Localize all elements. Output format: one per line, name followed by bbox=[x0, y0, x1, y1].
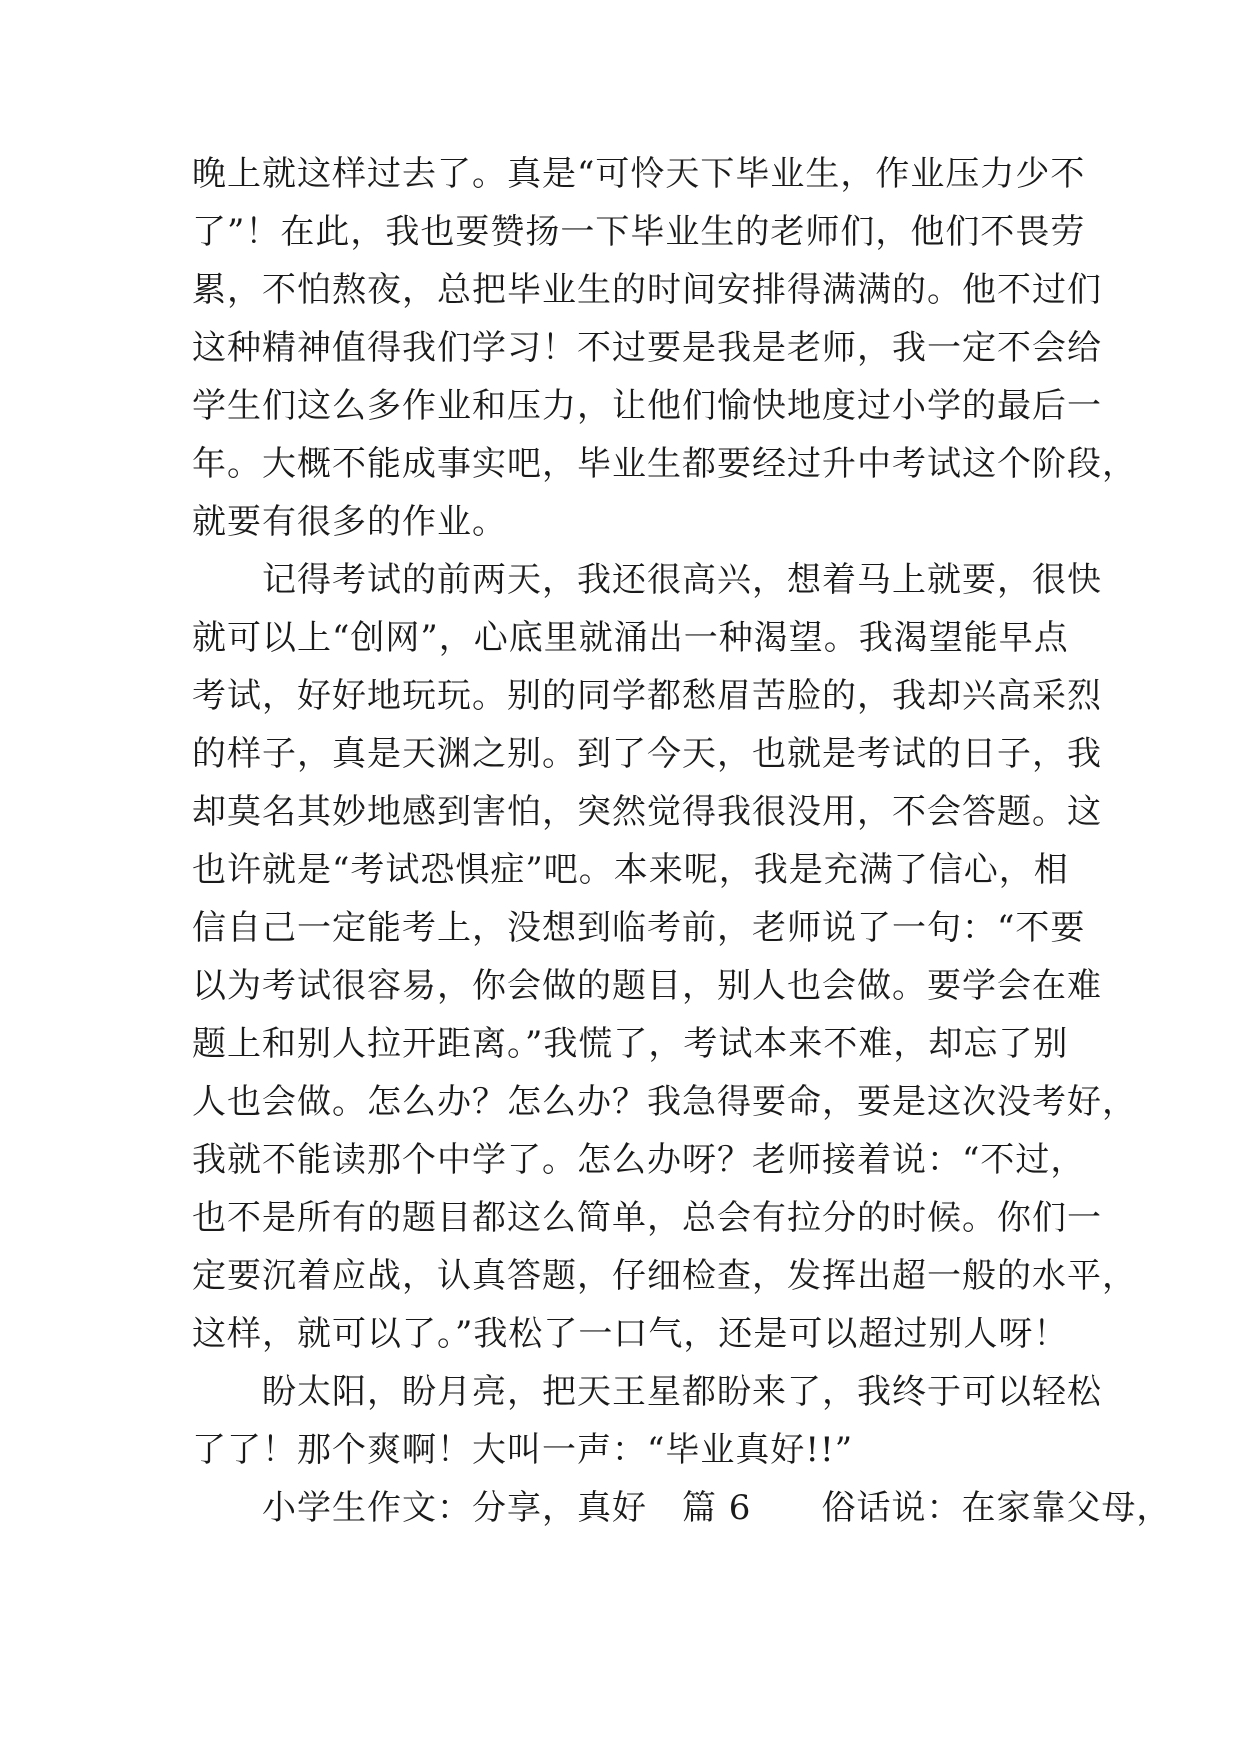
text-line: 考试，好好地玩玩。别的同学都愁眉苦脸的，我却兴高采烈 bbox=[192, 676, 1102, 716]
text-line: 就可以上“创网”，心底里就涌出一种渴望。我渴望能早点 bbox=[192, 618, 1069, 658]
text-line: 我就不能读那个中学了。怎么办呀？老师接着说：“不过， bbox=[192, 1140, 1086, 1180]
text-line: 却莫名其妙地感到害怕，突然觉得我很没用，不会答题。这 bbox=[192, 792, 1102, 832]
text-line: 盼太阳，盼月亮，把天王星都盼来了，我终于可以轻松 bbox=[192, 1372, 1102, 1412]
text-line: 的样子，真是天渊之别。到了今天，也就是考试的日子，我 bbox=[192, 734, 1102, 774]
text-line: 题上和别人拉开距离。”我慌了，考试本来不难，却忘了别 bbox=[192, 1024, 1069, 1064]
text-line: 学生们这么多作业和压力，让他们愉快地度过小学的最后一 bbox=[192, 386, 1102, 426]
text-line: 这样，就可以了。”我松了一口气，还是可以超过别人呀！ bbox=[192, 1314, 1069, 1354]
text-line: 了”！在此，我也要赞扬一下毕业生的老师们，他们不畏劳 bbox=[192, 212, 1086, 252]
text-line: 记得考试的前两天，我还很高兴，想着马上就要，很快 bbox=[192, 560, 1102, 600]
text-line: 这种精神值得我们学习！不过要是我是老师，我一定不会给 bbox=[192, 328, 1102, 368]
text-line: 累，不怕熬夜，总把毕业生的时间安排得满满的。他不过们 bbox=[192, 270, 1102, 310]
text-line: 就要有很多的作业。 bbox=[192, 502, 507, 542]
text-line: 也许就是“考试恐惧症”吧。本来呢，我是充满了信心，相 bbox=[192, 850, 1069, 890]
text-line: 人也会做。怎么办？怎么办？我急得要命，要是这次没考好， bbox=[192, 1082, 1137, 1122]
text-line: 晚上就这样过去了。真是“可怜天下毕业生，作业压力少不 bbox=[192, 154, 1086, 194]
text-line: 年。大概不能成事实吧，毕业生都要经过升中考试这个阶段， bbox=[192, 444, 1137, 484]
text-line: 定要沉着应战，认真答题，仔细检查，发挥出超一般的水平， bbox=[192, 1256, 1137, 1296]
text-line: 小学生作文：分享，真好 篇 6 俗话说：在家靠父母， bbox=[192, 1488, 1172, 1528]
text-line: 也不是所有的题目都这么简单，总会有拉分的时候。你们一 bbox=[192, 1198, 1102, 1238]
text-line: 以为考试很容易，你会做的题目，别人也会做。要学会在难 bbox=[192, 966, 1102, 1006]
text-line: 信自己一定能考上，没想到临考前，老师说了一句：“不要 bbox=[192, 908, 1086, 948]
text-line: 了了！那个爽啊！大叫一声：“毕业真好!!” bbox=[192, 1430, 854, 1470]
